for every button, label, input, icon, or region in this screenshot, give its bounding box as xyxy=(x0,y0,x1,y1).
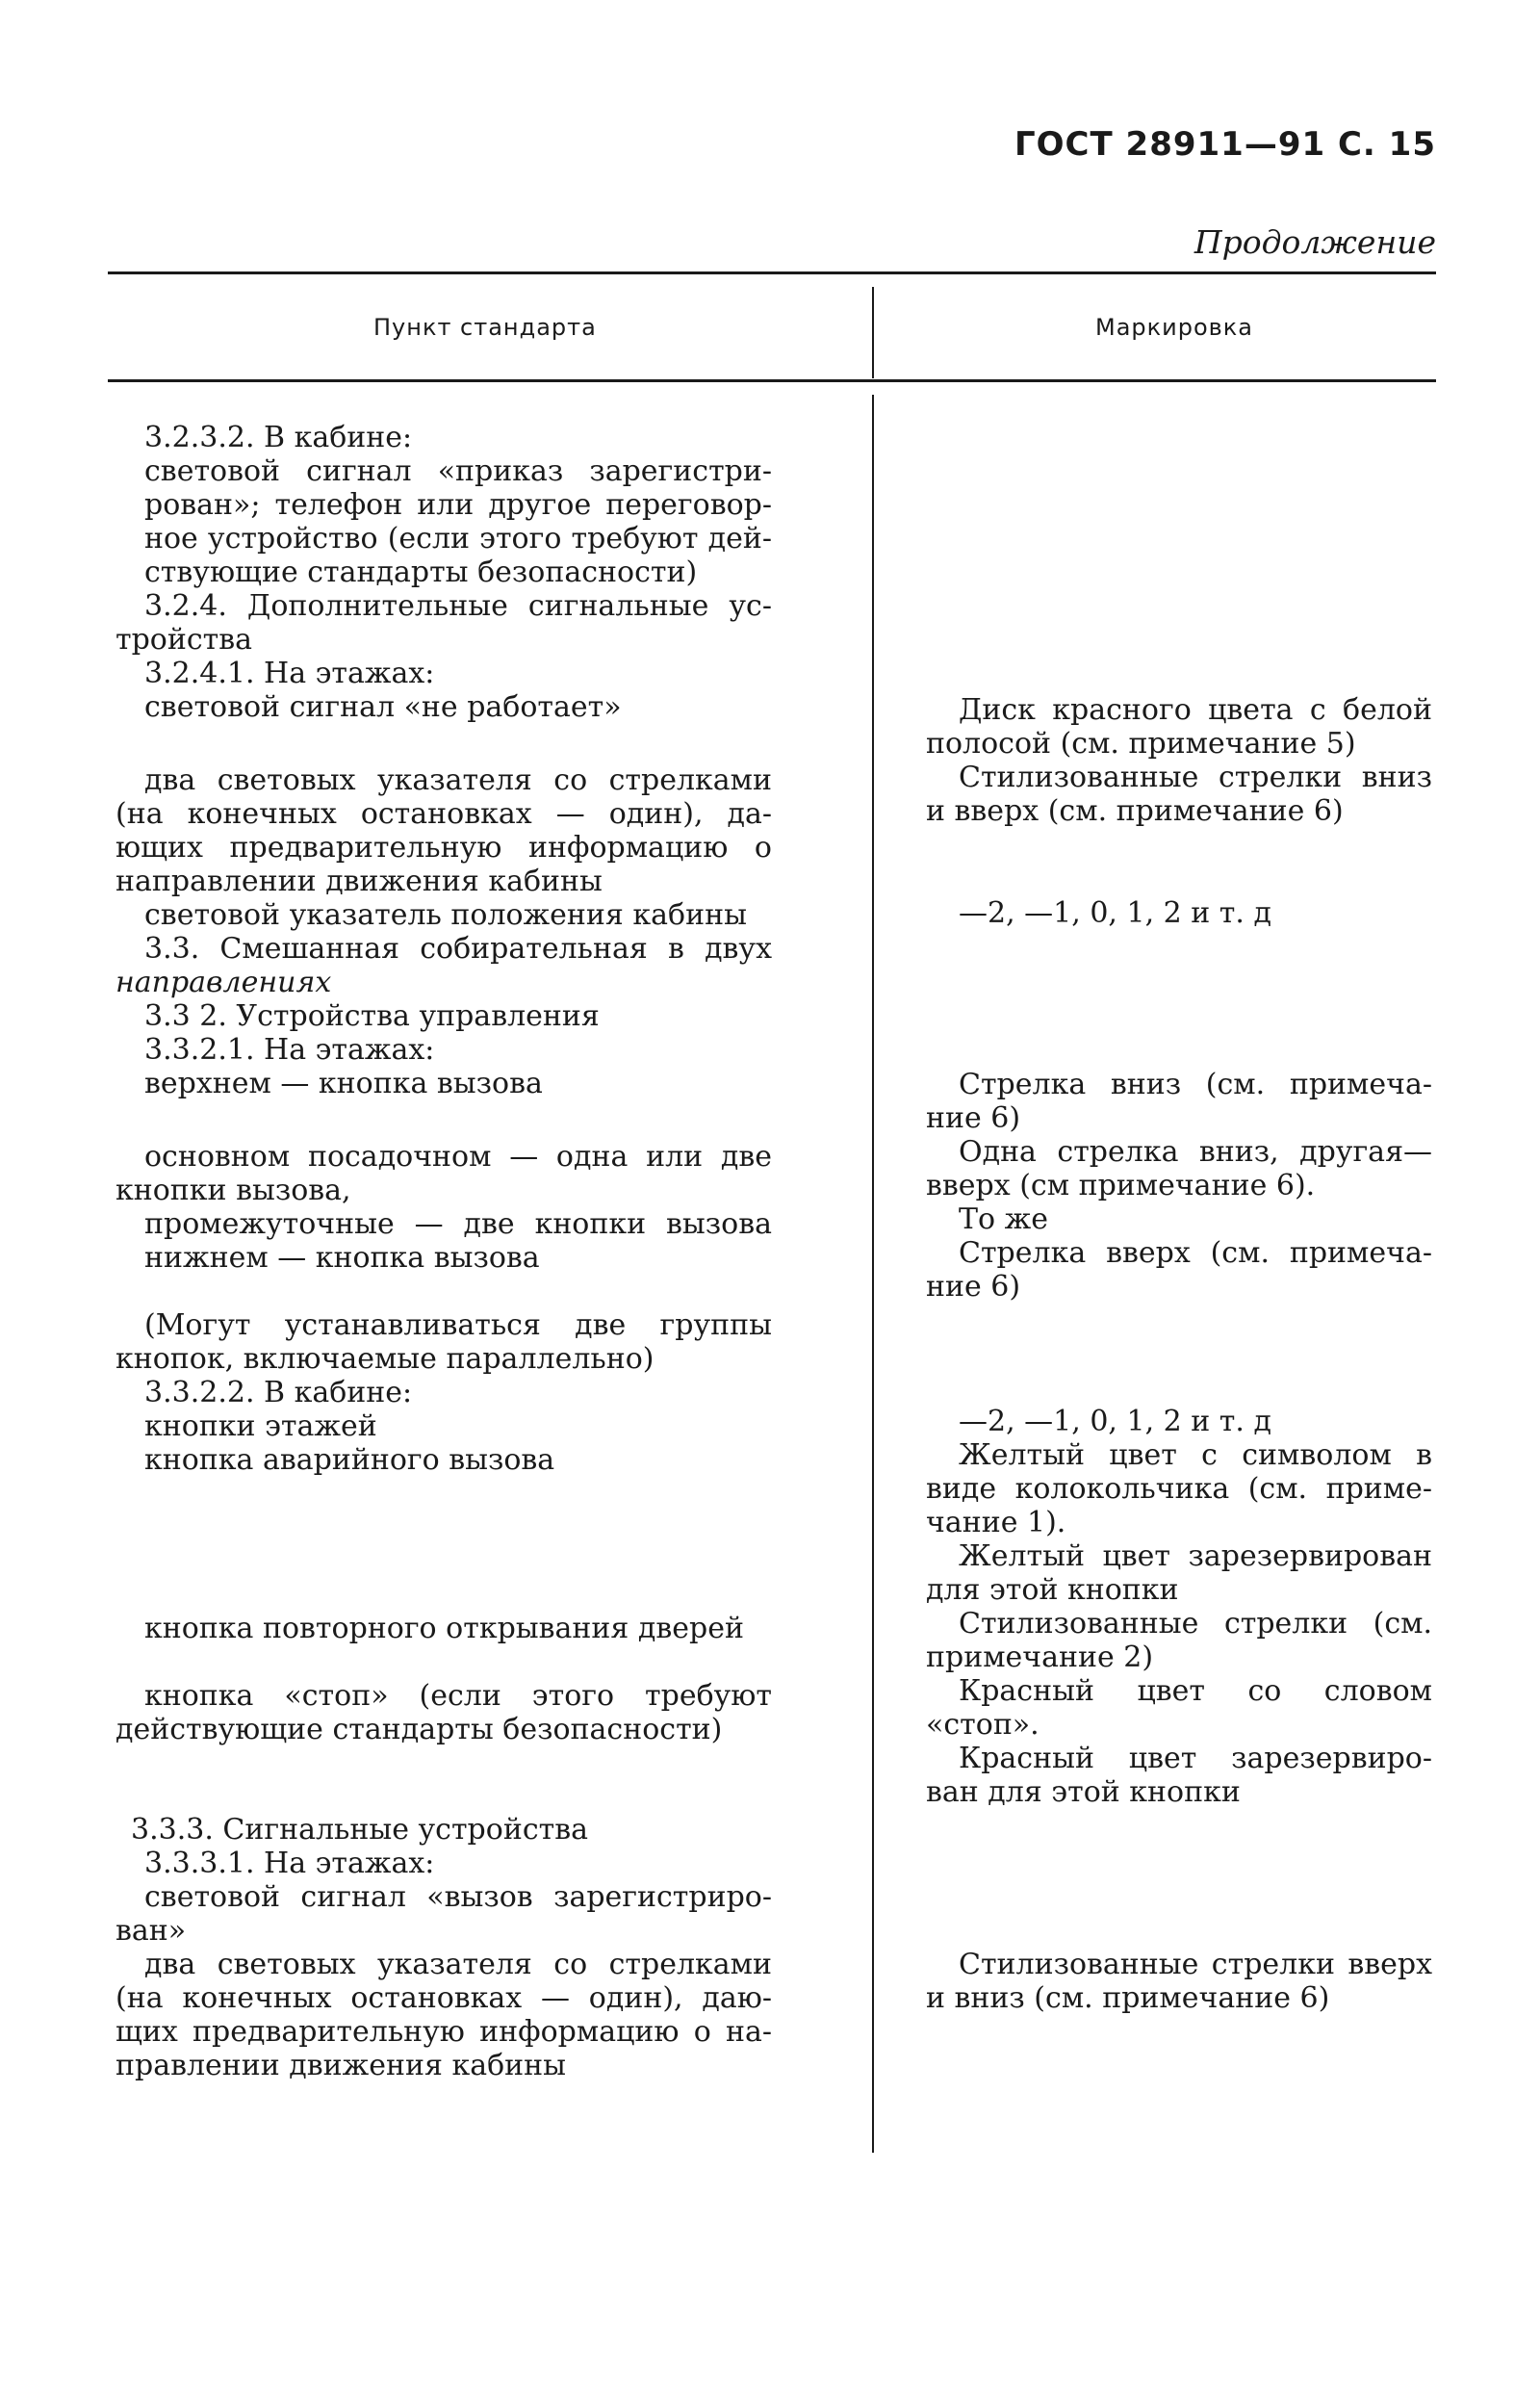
right-line: вверх (см примечание 6). xyxy=(926,1169,1316,1202)
left-line: 3.2.4.1. На этажах: xyxy=(144,657,435,690)
left-line: (на конечных остановках — один), да- xyxy=(116,797,772,831)
header-column-divider xyxy=(872,287,874,378)
left-line: действующие стандарты безопасности) xyxy=(116,1713,723,1746)
right-line: для этой кнопки xyxy=(926,1573,1179,1607)
left-line: кнопка повторного открывания дверей xyxy=(144,1612,744,1645)
left-line: кнопок, включаемые параллельно) xyxy=(116,1342,654,1376)
right-line: «стоп». xyxy=(926,1708,1040,1742)
right-line: ние 6) xyxy=(926,1101,1021,1135)
left-line: направлении движения кабины xyxy=(116,865,603,898)
right-line: —2, —1, 0, 1, 2 и т. д xyxy=(959,896,1271,930)
right-line: Одна стрелка вниз, другая— xyxy=(959,1135,1432,1169)
table-header-rule xyxy=(108,379,1436,382)
right-line: чание 1). xyxy=(926,1506,1066,1539)
right-line: и вниз (см. примечание 6) xyxy=(926,1981,1330,2015)
left-line: 3.3.3.1. На этажах: xyxy=(144,1847,435,1880)
body-column-divider xyxy=(872,395,874,2153)
left-line: 3.3.2.1. На этажах: xyxy=(144,1033,435,1067)
left-line: ное устройство (если этого требуют дей- xyxy=(144,522,772,556)
left-line: основном посадочном — одна или две xyxy=(144,1140,772,1174)
left-line: промежуточные — две кнопки вызова xyxy=(144,1207,772,1241)
left-line: 3.3.3. Сигнальные устройства xyxy=(131,1813,588,1847)
left-line: два световых указателя со стрелками xyxy=(144,1948,772,1981)
right-line: Стилизованные стрелки вниз xyxy=(959,761,1432,794)
left-line: тройства xyxy=(116,623,253,657)
right-line: Красный цвет зарезервиро- xyxy=(959,1742,1432,1775)
column-header-clause: Пункт стандарта xyxy=(373,314,597,341)
left-line: 3.3. Смешанная собирательная в двух xyxy=(144,932,772,966)
left-line: (на конечных остановках — один), даю- xyxy=(116,1981,772,2015)
right-line: ван для этой кнопки xyxy=(926,1775,1241,1809)
right-line: Стрелка вниз (см. примеча- xyxy=(959,1068,1432,1101)
left-line: 3.3.2.2. В кабине: xyxy=(144,1376,413,1409)
left-line: ван» xyxy=(116,1914,187,1948)
left-line: два световых указателя со стрелками xyxy=(144,763,772,797)
left-line: нижнем — кнопка вызова xyxy=(144,1241,540,1275)
right-line: —2, —1, 0, 1, 2 и т. д xyxy=(959,1405,1271,1438)
left-line: световой сигнал «вызов зарегистриро- xyxy=(144,1880,772,1914)
right-line: То же xyxy=(959,1202,1048,1236)
right-line: и вверх (см. примечание 6) xyxy=(926,794,1344,828)
right-line: Красный цвет со словом xyxy=(959,1674,1432,1708)
right-line: Желтый цвет с символом в xyxy=(959,1438,1432,1472)
right-line: Диск красного цвета с белой xyxy=(959,693,1432,727)
left-line: 3.2.3.2. В кабине: xyxy=(144,421,413,454)
left-line: 3.2.4. Дополнительные сигнальные ус- xyxy=(144,589,772,623)
page-header-title: ГОСТ 28911—91 С. 15 xyxy=(1014,125,1436,164)
right-line: Стилизованные стрелки (см. xyxy=(959,1607,1432,1641)
right-line: ние 6) xyxy=(926,1270,1021,1304)
right-line: виде колокольчика (см. приме- xyxy=(926,1472,1432,1506)
left-line: кнопка аварийного вызова xyxy=(144,1443,555,1477)
right-line: полосой (см. примечание 5) xyxy=(926,727,1356,761)
left-line: кнопка «стоп» (если этого требуют xyxy=(144,1679,772,1713)
continuation-label: Продолжение xyxy=(1194,223,1436,261)
table-top-rule xyxy=(108,271,1436,274)
left-line: световой указатель положения кабины xyxy=(144,898,747,932)
left-line: верхнем — кнопка вызова xyxy=(144,1067,543,1100)
left-line: направлениях xyxy=(116,966,332,999)
left-line: правлении движения кабины xyxy=(116,2049,567,2082)
left-line: кнопки этажей xyxy=(144,1409,377,1443)
left-line: кнопки вызова, xyxy=(116,1174,351,1207)
left-line: световой сигнал «не работает» xyxy=(144,690,622,724)
left-line: ющих предварительную информацию о xyxy=(116,831,772,865)
left-line: 3.3 2. Устройства управления xyxy=(144,999,600,1033)
column-header-marking: Маркировка xyxy=(1095,314,1254,341)
right-line: Желтый цвет зарезервирован xyxy=(959,1539,1432,1573)
right-line: Стрелка вверх (см. примеча- xyxy=(959,1236,1432,1270)
left-line: (Могут устанавливаться две группы xyxy=(144,1308,772,1342)
left-line: щих предварительную информацию о на- xyxy=(116,2015,772,2049)
right-line: примечание 2) xyxy=(926,1641,1154,1674)
right-line: Стилизованные стрелки вверх xyxy=(959,1948,1432,1981)
left-line: рован»; телефон или другое переговор- xyxy=(144,488,772,522)
left-line: световой сигнал «приказ зарегистри- xyxy=(144,454,772,488)
left-line: ствующие стандарты безопасности) xyxy=(144,556,698,589)
